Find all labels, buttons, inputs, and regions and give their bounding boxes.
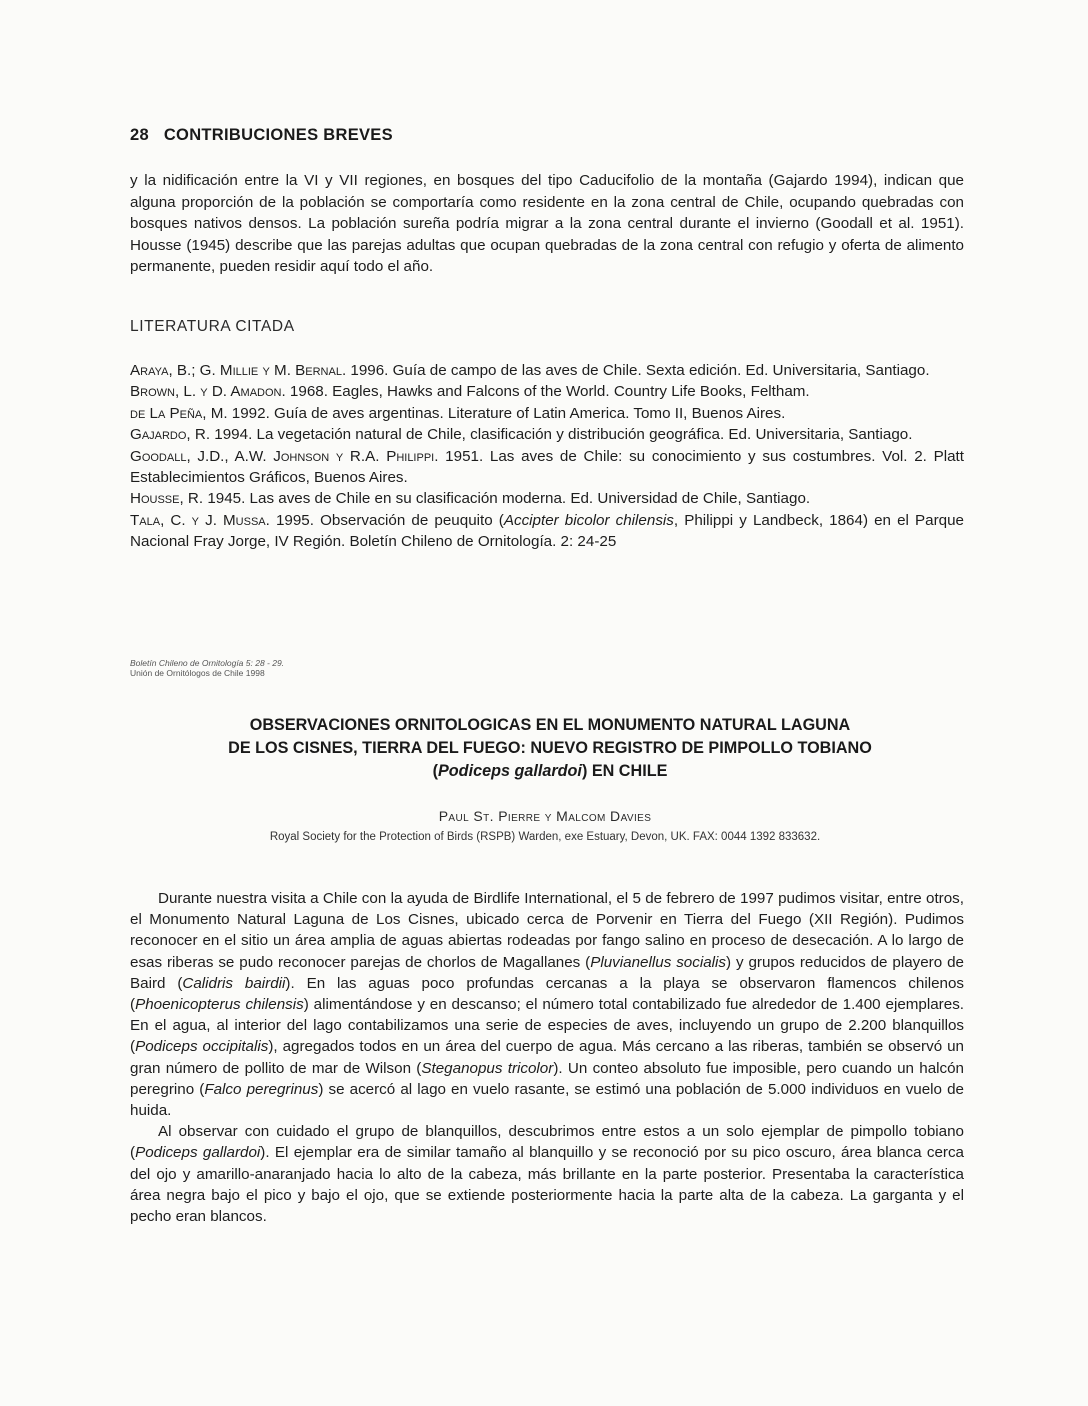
reference-text: 1995. Observación de peuquito ( [269,511,504,529]
reference-authors: Araya, B.; G. Millie y M. Bernal. [130,362,347,379]
reference-authors: Tala, C. y J. Mussa. [130,511,270,529]
reference-item [130,403,964,424]
body-paragraph: Durante nuestra visita a Chile con la ayuda de Birdlife International, el 5 de febrero de 1997 pudimos visitar, entre otros, el Monumento Natural Laguna de Los Cisnes, ubicado cerca de Porvenir en Tierra del Fuego (XII Región). Pudimos reconocer en el sitio un área amplia de aguas abiertas rodeadas por fango salino en proceso de desecación. A lo largo de esas riberas se pudo reconocer parejas de chorlos de Magallanes (Pluvianellus socialis) y grupos reducidos de playero de Baird (Calidris bairdii). En las aguas poco profundas cercanas a la playa se observaron flamencos chilenos (Phoenicopterus chilensis) alimentándose y en descanso; el número total contabilizado fue alrededor de 1.400 ejemplares. En el agua, al interior del lago contabilizamos una serie de especies de aves, incluyendo un grupo de 2.200 blanquillos (Podiceps occipitalis), agregados todos en un área del cuerpo de agua. Más cercano a las riberas, también se observó un gran número de pollito de mar de Wilson (Steganopus tricolor). Un conteo absoluto fue imposible, pero cuando un halcón peregrino (Falco peregrinus) se acercó al lago en vuelo rasante, se estimó una población de 5.000 individuos en vuelo de huida. [130,890,965,1120]
citation-publisher: Unión de Ornitólogos de Chile 1998 [130,668,265,678]
reference-list [130,360,964,553]
author-affiliation: Royal Society for the Protection of Birds (RSPB) Warden, exe Estuary, Devon, UK. FAX: 0044 1392 833632. [269,831,821,843]
species-name: Falco peregrinus [204,1080,319,1098]
species-name: Podiceps gallardoi [135,1144,261,1162]
article-title [140,714,960,783]
species-name: Phoenicopterus chilensis [135,996,304,1014]
reference-text: 1994. La vegetación natural de Chile, clasificación y distribución geográfica. Ed. Universitaria, Santiago. [210,426,913,444]
species-name: Podiceps gallardoi [438,762,582,780]
reference-authors: Housse, R. [130,490,204,508]
article-title-line: OBSERVACIONES ORNITOLOGICAS EN EL MONUMENTO NATURAL LAGUNA [249,716,851,734]
reference-text: 1992. Guía de aves argentinas. Literature of Latin America. Tomo II, Buenos Aires. [227,404,786,422]
journal-citation [130,658,284,678]
reference-item [130,381,964,402]
reference-text: 1951. Las aves de Chile: su conocimiento y sus costumbres. Vol. 2. Platt Establecimientos Gráficos, Buenos Aires. [130,447,964,487]
literature-heading: LITERATURA CITADA [130,318,295,335]
article-title-line: DE LOS CISNES, TIERRA DEL FUEGO: NUEVO REGISTRO DE PIMPOLLO TOBIANO [228,739,872,757]
body-paragraph: Al observar con cuidado el grupo de blanquillos, descubrimos entre estos a un solo ejemplar de pimpollo tobiano (Podiceps gallardoi). El ejemplar era de similar tamaño al blanquillo y se reconoció por su pico oscuro, área blanca cerca del ojo y amarillo-anaranjado hacia lo alto de la cabeza, más brillante en la parte posterior. Presentaba la característica área negra bajo el pico y bajo el ojo, que se extiende posteriormente hacia la parte alta de la cabeza. La garganta y el pecho eran blancos. [130,1123,964,1226]
species-name: Pluvianellus socialis [590,953,726,971]
article-body [130,888,964,1227]
section-title: CONTRIBUCIONES BREVES [163,126,393,144]
reference-item [130,446,964,489]
citation-journal: Boletín Chileno de Ornitología 5: 28 - 29. [130,658,285,668]
species-name: Accipter bicolor chilensis [503,511,674,529]
running-header [130,126,393,145]
reference-authors: Gajardo, R. [130,426,211,444]
article-authors: Paul St. Pierre y Malcom Davies [438,808,652,824]
reference-text: , Philippi y Landbeck, 1864) en el Parque Nacional Fray Jorge, IV Región. Boletín Chileno de Ornitología. 2: 24-25 [130,511,964,551]
species-name: Calidris bairdii [182,974,286,992]
reference-item [130,510,964,553]
reference-text: 1968. Eagles, Hawks and Falcons of the World. Country Life Books, Feltham. [285,383,810,401]
reference-text: 1945. Las aves de Chile en su clasificación moderna. Ed. Universidad de Chile, Santiago. [203,490,811,508]
species-name: Podiceps occipitalis [135,1038,269,1056]
reference-item [130,360,964,381]
reference-text: 1996. Guía de campo de las aves de Chile. Sexta edición. Ed. Universitaria, Santiago. [346,362,930,379]
article-title-line: (Podiceps gallardoi) EN CHILE [432,762,668,780]
intro-paragraph: y la nidificación entre la VI y VII regiones, en bosques del tipo Caducifolio de la montaña (Gajardo 1994), indican que alguna proporción de la población se comportaría como residente en la zona central de Chile, ocupando quebradas con bosques nativos densos. La población sureña podría migrar a la zona central durante el invierno (Goodall et al. 1951). Housse (1945) describe que las parejas adultas que ocupan quebradas de la zona central con refugio y oferta de alimento permanente, pueden residir aquí todo el año. [130,172,964,275]
reference-authors: Brown, L. y D. Amadon. [130,383,286,401]
species-name: Steganopus tricolor [421,1059,554,1077]
reference-authors: Goodall, J.D., A.W. Johnson y R.A. Philippi. [130,447,439,465]
page-number: 28 [130,126,149,144]
reference-authors: de La Peña, M. [130,404,228,422]
reference-item [130,424,964,445]
reference-item [130,488,964,509]
